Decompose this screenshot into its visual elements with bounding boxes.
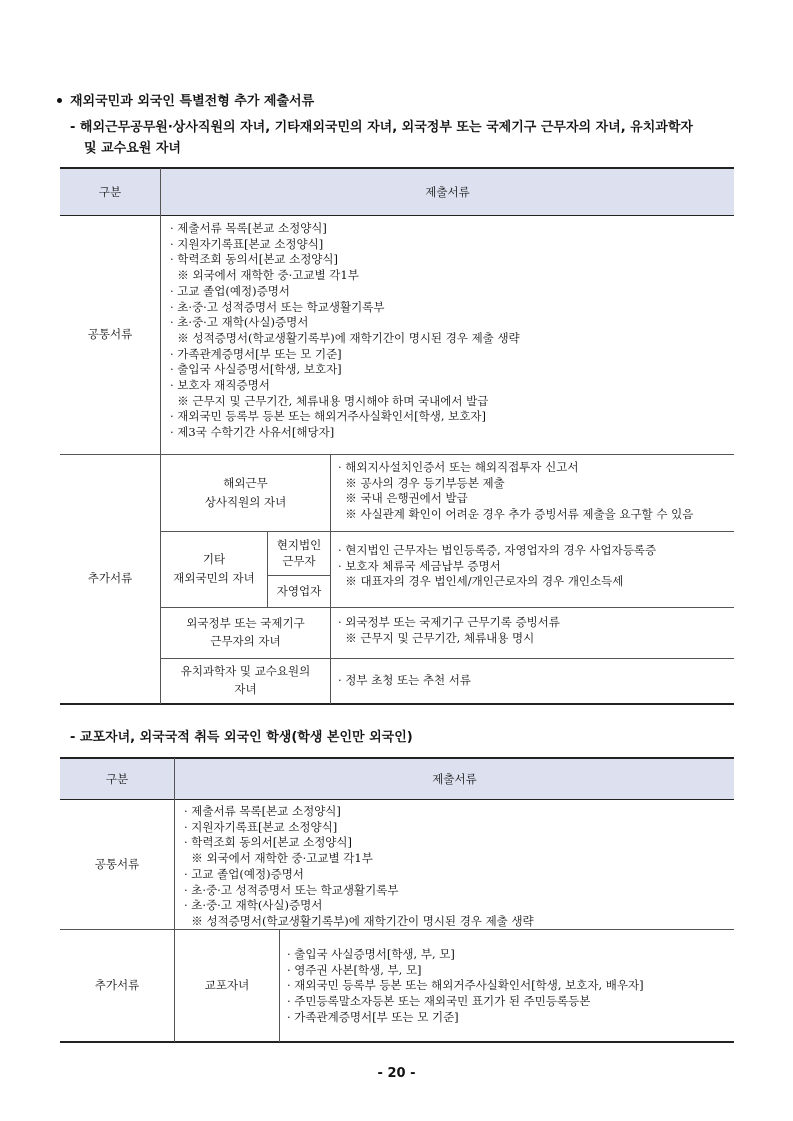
list-item: · 외국정부 또는 국제기구 근무기록 증빙서류: [338, 615, 560, 629]
list-item: · 학력조회 동의서[본교 소정양식]: [184, 835, 353, 850]
table-2-additional-label: 추가서류: [94, 977, 140, 992]
local-corp-line2: 근무자: [282, 553, 316, 568]
subsection-2: - 교포자녀, 외국국적 취득 외국인 학생(학생 본인만 외국인): [70, 730, 413, 745]
overseas-label-line1: 해외근무: [223, 475, 268, 490]
table-1-self-employed-label: 자영업자: [276, 583, 322, 598]
table-2-header-category: 구분: [105, 771, 129, 786]
foreign-label-line1: 외국정부 또는 국제기구: [186, 616, 305, 631]
list-item: · 보호자 체류국 세금납부 증명서: [338, 558, 501, 573]
list-item: · 초·중·고 성적증명서 또는 학교생활기록부: [170, 299, 385, 314]
list-note: ※ 근무지 및 근무기간, 체류내용 명시해야 하며 국내에서 발급: [170, 393, 489, 408]
list-item: · 재외국민 등록부 등본 또는 해외거주사실확인서[학생, 보호자, 배우자]: [287, 978, 644, 993]
list-note: ※ 외국에서 재학한 중·고교별 각1부: [170, 268, 359, 283]
list-item: · 제출서류 목록[본교 소정양식]: [184, 804, 341, 818]
page-number: - 20 -: [377, 1066, 416, 1081]
list-item: · 제출서류 목록[본교 소정양식]: [170, 221, 327, 235]
list-note: ※ 성적증명서(학교생활기록부)에 재학기간이 명시된 경우 제출 생략: [170, 330, 520, 345]
overseas-label-line2: 상사직원의 자녀: [204, 494, 287, 509]
table-1-additional-label: 추가서류: [87, 571, 133, 586]
list-item: · 초·중·고 재학(사실)증명서: [170, 315, 309, 330]
list-note: ※ 대표자의 경우 법인세/개인근로자의 경우 개인소득세: [338, 574, 624, 589]
list-item: · 가족관계증명서[부 또는 모 기준]: [170, 346, 342, 361]
list-note: ※ 성적증명서(학교생활기록부)에 재학기간이 명시된 경우 제출 생략: [184, 913, 534, 928]
list-item: · 출입국 사실증명서[학생, 보호자]: [170, 362, 342, 377]
list-item: · 보호자 재직증명서: [170, 378, 270, 393]
subsection-1-line1: - 해외근무공무원·상사직원의 자녀, 기타재외국민의 자녀, 외국정부 또는 국제기구 근무자의 자녀, 유치과학자: [70, 120, 693, 135]
other-label-line1: 기타: [202, 552, 226, 567]
table-2-header-documents: 제출서류: [432, 771, 477, 786]
list-item: · 초·중·고 재학(사실)증명서: [184, 898, 323, 913]
table-2-common-list: [184, 804, 534, 930]
table-2-korean-label: 교포자녀: [204, 977, 250, 992]
list-item: · 가족관계증명서[부 또는 모 기준]: [287, 1009, 459, 1024]
list-item: · 제3국 수학기간 사유서[해당자]: [170, 425, 335, 440]
table-1-header-documents: 제출서류: [425, 184, 470, 199]
list-note: ※ 국내 은행권에서 발급: [338, 491, 468, 506]
list-note: ※ 공사의 경우 등기부등본 제출: [338, 475, 505, 490]
list-item: · 지원자기록표[본교 소정양식]: [170, 236, 324, 251]
list-item: · 고교 졸업(예정)증명서: [184, 866, 304, 881]
list-item: · 고교 졸업(예정)증명서: [170, 283, 290, 298]
other-label-line2: 재외국민의 자녀: [173, 571, 255, 585]
local-corp-line1: 현지법인: [276, 537, 322, 552]
list-item: · 현지법인 근무자는 법인등록증, 자영업자의 경우 사업자등록증: [338, 543, 657, 557]
table-1-header-category: 구분: [98, 184, 122, 199]
list-item: · 재외국민 등록부 등본 또는 해외거주사실확인서[학생, 보호자]: [170, 409, 486, 424]
section-title-text: 재외국민과 외국인 특별전형 추가 제출서류: [70, 94, 315, 109]
list-item: · 학력조회 동의서[본교 소정양식]: [170, 252, 339, 267]
list-item: · 주민등록말소자등본 또는 재외국민 표기가 된 주민등록등본: [287, 994, 591, 1009]
list-note: ※ 근무지 및 근무기간, 체류내용 명시: [338, 630, 535, 645]
table-1-common-label: 공통서류: [87, 327, 133, 342]
table-2-korean-list: [287, 947, 644, 1026]
list-item: · 영주권 사본[학생, 부, 모]: [287, 962, 422, 977]
list-item: · 지원자기록표[본교 소정양식]: [184, 819, 338, 834]
list-item: · 해외지사설치인증서 또는 해외직접투자 신고서: [338, 460, 579, 474]
table-2-common-label: 공통서류: [94, 856, 140, 871]
science-label-line1: 유치과학자 및 교수요원의: [180, 664, 311, 679]
list-note: ※ 외국에서 재학한 중·고교별 각1부: [184, 851, 373, 866]
list-item: · 출입국 사실증명서[학생, 부, 모]: [287, 947, 455, 961]
list-note: ※ 사실관계 확인이 어려운 경우 추가 증빙서류 제출을 요구할 수 있음: [338, 507, 694, 522]
foreign-label-line2: 근무자의 자녀: [210, 634, 281, 648]
subsection-1-line2: 및 교수요원 자녀: [84, 141, 181, 156]
science-label-line2: 자녀: [234, 682, 257, 696]
list-item: · 초·중·고 성적증명서 또는 학교생활기록부: [184, 882, 399, 897]
list-item: · 정부 초청 또는 추천 서류: [338, 673, 472, 688]
